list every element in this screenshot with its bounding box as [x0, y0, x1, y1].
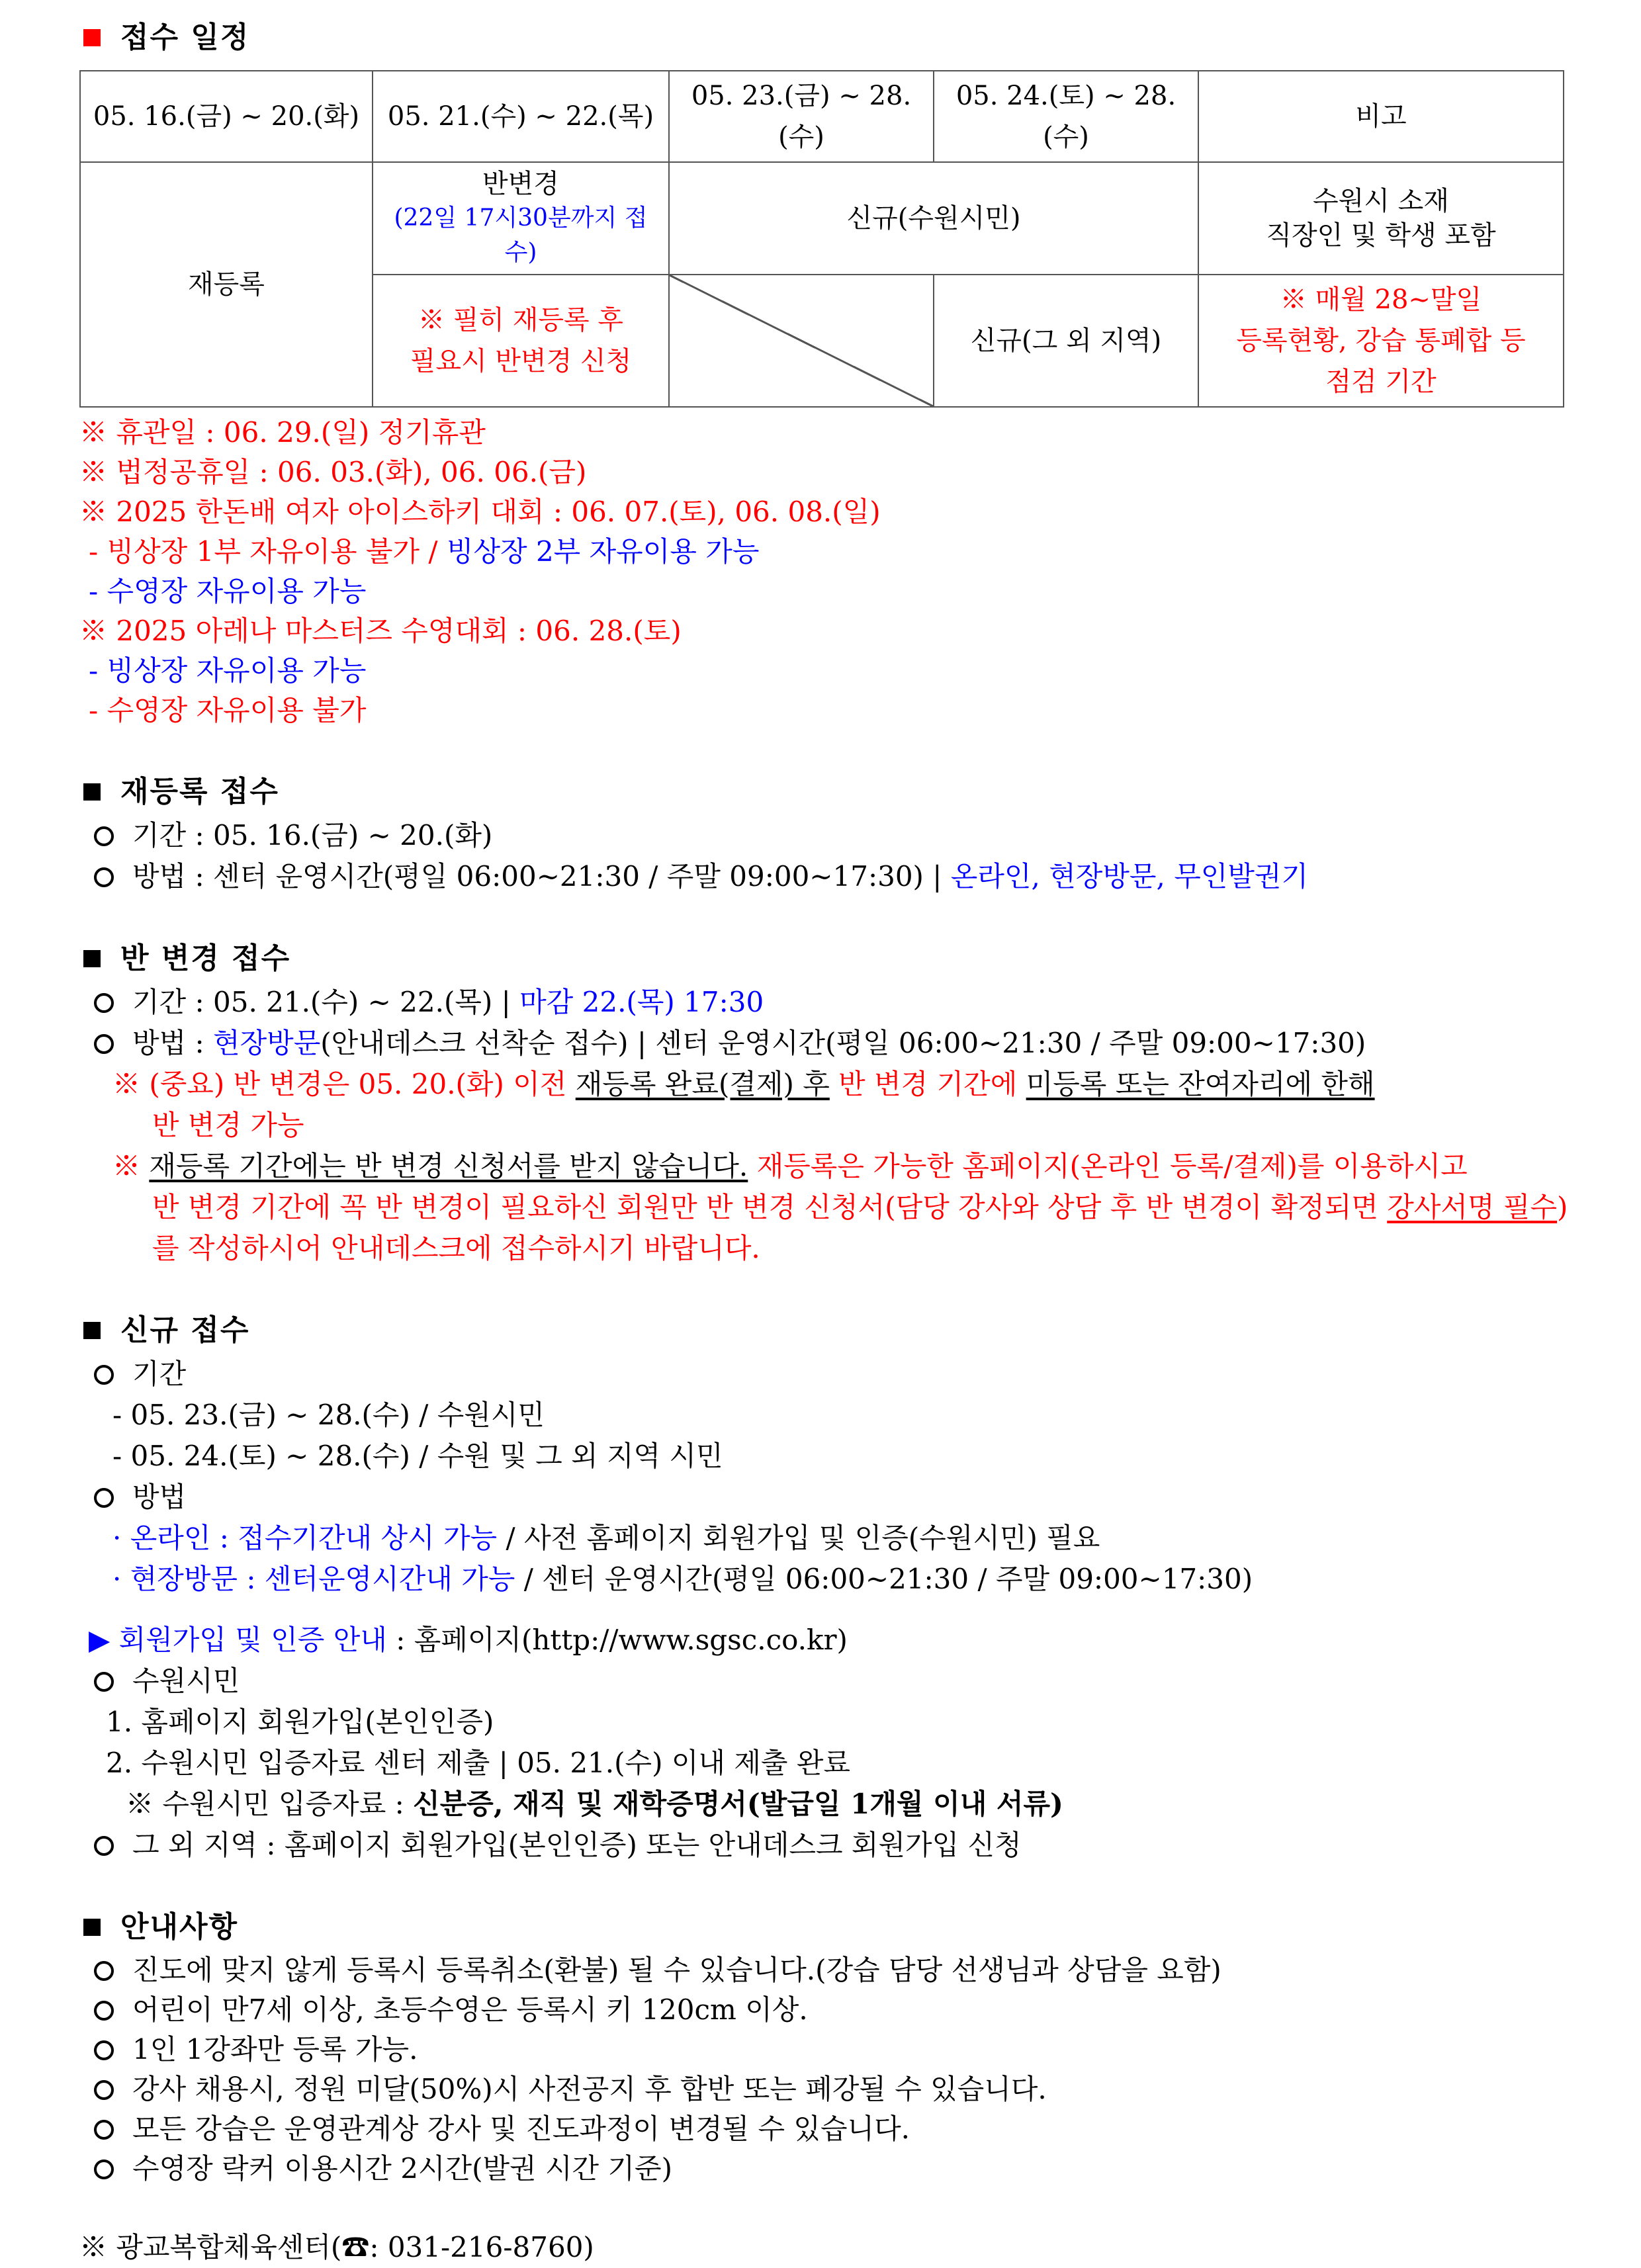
circle-bullet-icon — [94, 993, 114, 1013]
change-heading: 반 변경 접수 — [79, 936, 1568, 982]
header-cell: 05. 21.(수) ~ 22.(목) — [373, 71, 669, 162]
new-other-cell: 신규(그 외 지역) — [934, 275, 1198, 407]
schedule-table — [79, 70, 1564, 408]
new-period-item: - 05. 23.(금) ~ 28.(수) / 수원시민 — [112, 1399, 545, 1431]
header-cell: 05. 16.(금) ~ 20.(화) — [80, 71, 373, 162]
table-header-row — [80, 71, 1564, 162]
rereg-period: 기간 : 05. 16.(금) ~ 20.(화) — [79, 815, 1568, 856]
circle-bullet-icon — [94, 2080, 114, 2100]
notice-item: - 빙상장 자유이용 가능 — [89, 654, 367, 687]
notice-item: ※ 2025 한돈배 여자 아이스하키 대회 : 06. 07.(토), 06. 08.(일) — [79, 496, 881, 528]
list-item: 모든 강습은 운영관계상 강사 및 진도과정이 변경될 수 있습니다. — [79, 2109, 1568, 2149]
change-note-2: ※ 재등록 기간에는 반 변경 신청서를 받지 않습니다. 재등록은 가능한 홈페이지(온라인 등록/결제)를 이용하시고 — [112, 1150, 1468, 1182]
header-cell: 비고 — [1198, 71, 1564, 162]
notice-item: - 빙상장 1부 자유이용 불가 / 빙상장 2부 자유이용 가능 — [89, 535, 760, 568]
rereg-cell: 재등록 — [80, 162, 373, 407]
table-row — [80, 162, 1564, 275]
circle-bullet-icon — [94, 2159, 114, 2179]
change-note-2-end: 를 작성하시어 안내데스크에 접수하시기 바랍니다. — [152, 1232, 760, 1264]
contact-footer: ※ 광교복합체육센터(☎: 031-216-8760) — [79, 2231, 594, 2263]
new-period-item: - 05. 24.(토) ~ 28.(수) / 수원 및 그 외 지역 시민 — [112, 1440, 723, 1472]
suwon-proof: ※ 수원시민 입증자료 : 신분증, 재직 및 재학증명서(발급일 1개월 이내 서류) — [126, 1788, 1063, 1820]
rereg-method: 방법 : 센터 운영시간(평일 06:00~21:30 / 주말 09:00~17:30) | 온라인, 현장방문, 무인발권기 — [79, 856, 1568, 897]
change-period: 기간 : 05. 21.(수) ~ 22.(목) | 마감 22.(목) 17:30 — [79, 982, 1568, 1023]
schedule-heading: 접수 일정 — [79, 15, 1568, 61]
new-method-visit: · 현장방문 : 센터운영시간내 가능 / 센터 운영시간(평일 06:00~21:30 / 주말 09:00~17:30) — [112, 1563, 1253, 1595]
square-bullet-icon — [83, 783, 101, 801]
new-suwon-cell: 신규(수원시민) — [669, 162, 1198, 275]
list-item: 어린이 만7세 이상, 초등수영은 등록시 키 120cm 이상. — [79, 1990, 1568, 2030]
change-note-cell: ※ 필히 재등록 후 필요시 반변경 신청 — [373, 275, 669, 407]
info-list — [79, 1950, 1568, 2189]
rereg-heading: 재등록 접수 — [79, 769, 1568, 815]
other-region: 그 외 지역 : 홈페이지 회원가입(본인인증) 또는 안내데스크 회원가입 신청 — [79, 1825, 1568, 1866]
header-cell: 05. 24.(토) ~ 28.(수) — [934, 71, 1198, 162]
square-bullet-icon — [83, 29, 101, 46]
list-item: 수영장 락커 이용시간 2시간(발권 시간 기준) — [79, 2149, 1568, 2189]
notice-item: ※ 법정공휴일 : 06. 03.(화), 06. 06.(금) — [79, 456, 587, 488]
empty-diagonal-cell — [669, 275, 934, 407]
circle-bullet-icon — [94, 867, 114, 887]
new-period-label: 기간 — [79, 1354, 1568, 1395]
notice-item: - 수영장 자유이용 불가 — [89, 694, 367, 726]
notice-page — [79, 15, 1568, 2268]
circle-bullet-icon — [94, 1672, 114, 1692]
square-bullet-icon — [83, 1322, 101, 1339]
notice-list — [79, 413, 1568, 730]
suwon-step: 2. 수원시민 입증자료 센터 제출 | 05. 21.(수) 이내 제출 완료 — [106, 1747, 850, 1779]
join-guide: ▶ 회원가입 및 인증 안내 : 홈페이지(http://www.sgsc.co.kr) — [89, 1624, 848, 1656]
suwon-label: 수원시민 — [79, 1661, 1568, 1702]
change-cell: 반변경 (22일 17시30분까지 접수) — [373, 162, 669, 275]
notice-item: ※ 휴관일 : 06. 29.(일) 정기휴관 — [79, 416, 486, 449]
circle-bullet-icon — [94, 1488, 114, 1508]
square-bullet-icon — [83, 1919, 101, 1936]
notice-item: ※ 2025 아레나 마스터즈 수영대회 : 06. 28.(토) — [79, 615, 682, 647]
change-note-important-cont: 반 변경 가능 — [152, 1109, 304, 1141]
circle-bullet-icon — [94, 1034, 114, 1054]
circle-bullet-icon — [94, 1961, 114, 1981]
change-note-important: ※ (중요) 반 변경은 05. 20.(화) 이전 재등록 완료(결제) 후 반 변경 기간에 미등록 또는 잔여자리에 한해 — [112, 1068, 1375, 1100]
remark-note-cell: ※ 매월 28~말일 등록현황, 강습 통폐합 등 점검 기간 — [1198, 275, 1564, 407]
change-method: 방법 : 현장방문(안내데스크 선착순 접수) | 센터 운영시간(평일 06:00~21:30 / 주말 09:00~17:30) — [79, 1023, 1568, 1064]
circle-bullet-icon — [94, 1836, 114, 1856]
circle-bullet-icon — [94, 2120, 114, 2140]
new-method-label: 방법 — [79, 1477, 1568, 1518]
notice-item: - 수영장 자유이용 가능 — [89, 575, 367, 607]
circle-bullet-icon — [94, 2001, 114, 2021]
header-cell: 05. 23.(금) ~ 28.(수) — [669, 71, 934, 162]
circle-bullet-icon — [94, 2040, 114, 2060]
square-bullet-icon — [83, 950, 101, 967]
new-method-online: · 온라인 : 접수기간내 상시 가능 / 사전 홈페이지 회원가입 및 인증(수원시민) 필요 — [112, 1522, 1100, 1554]
remark-cell: 수원시 소재 직장인 및 학생 포함 — [1198, 162, 1564, 275]
circle-bullet-icon — [94, 826, 114, 846]
list-item: 1인 1강좌만 등록 가능. — [79, 2030, 1568, 2070]
new-heading: 신규 접수 — [79, 1307, 1568, 1354]
list-item: 진도에 맞지 않게 등록시 등록취소(환불) 될 수 있습니다.(강습 담당 선생님과 상담을 요함) — [79, 1950, 1568, 1990]
circle-bullet-icon — [94, 1365, 114, 1385]
change-note-2-cont: 반 변경 기간에 꼭 반 변경이 필요하신 회원만 반 변경 신청서(담당 강사와 상담 후 반 변경이 확정되면 강사서명 필수) — [152, 1191, 1568, 1223]
info-heading: 안내사항 — [79, 1904, 1568, 1950]
suwon-step: 1. 홈페이지 회원가입(본인인증) — [106, 1706, 494, 1738]
list-item: 강사 채용시, 정원 미달(50%)시 사전공지 후 합반 또는 폐강될 수 있습니다. — [79, 2070, 1568, 2109]
